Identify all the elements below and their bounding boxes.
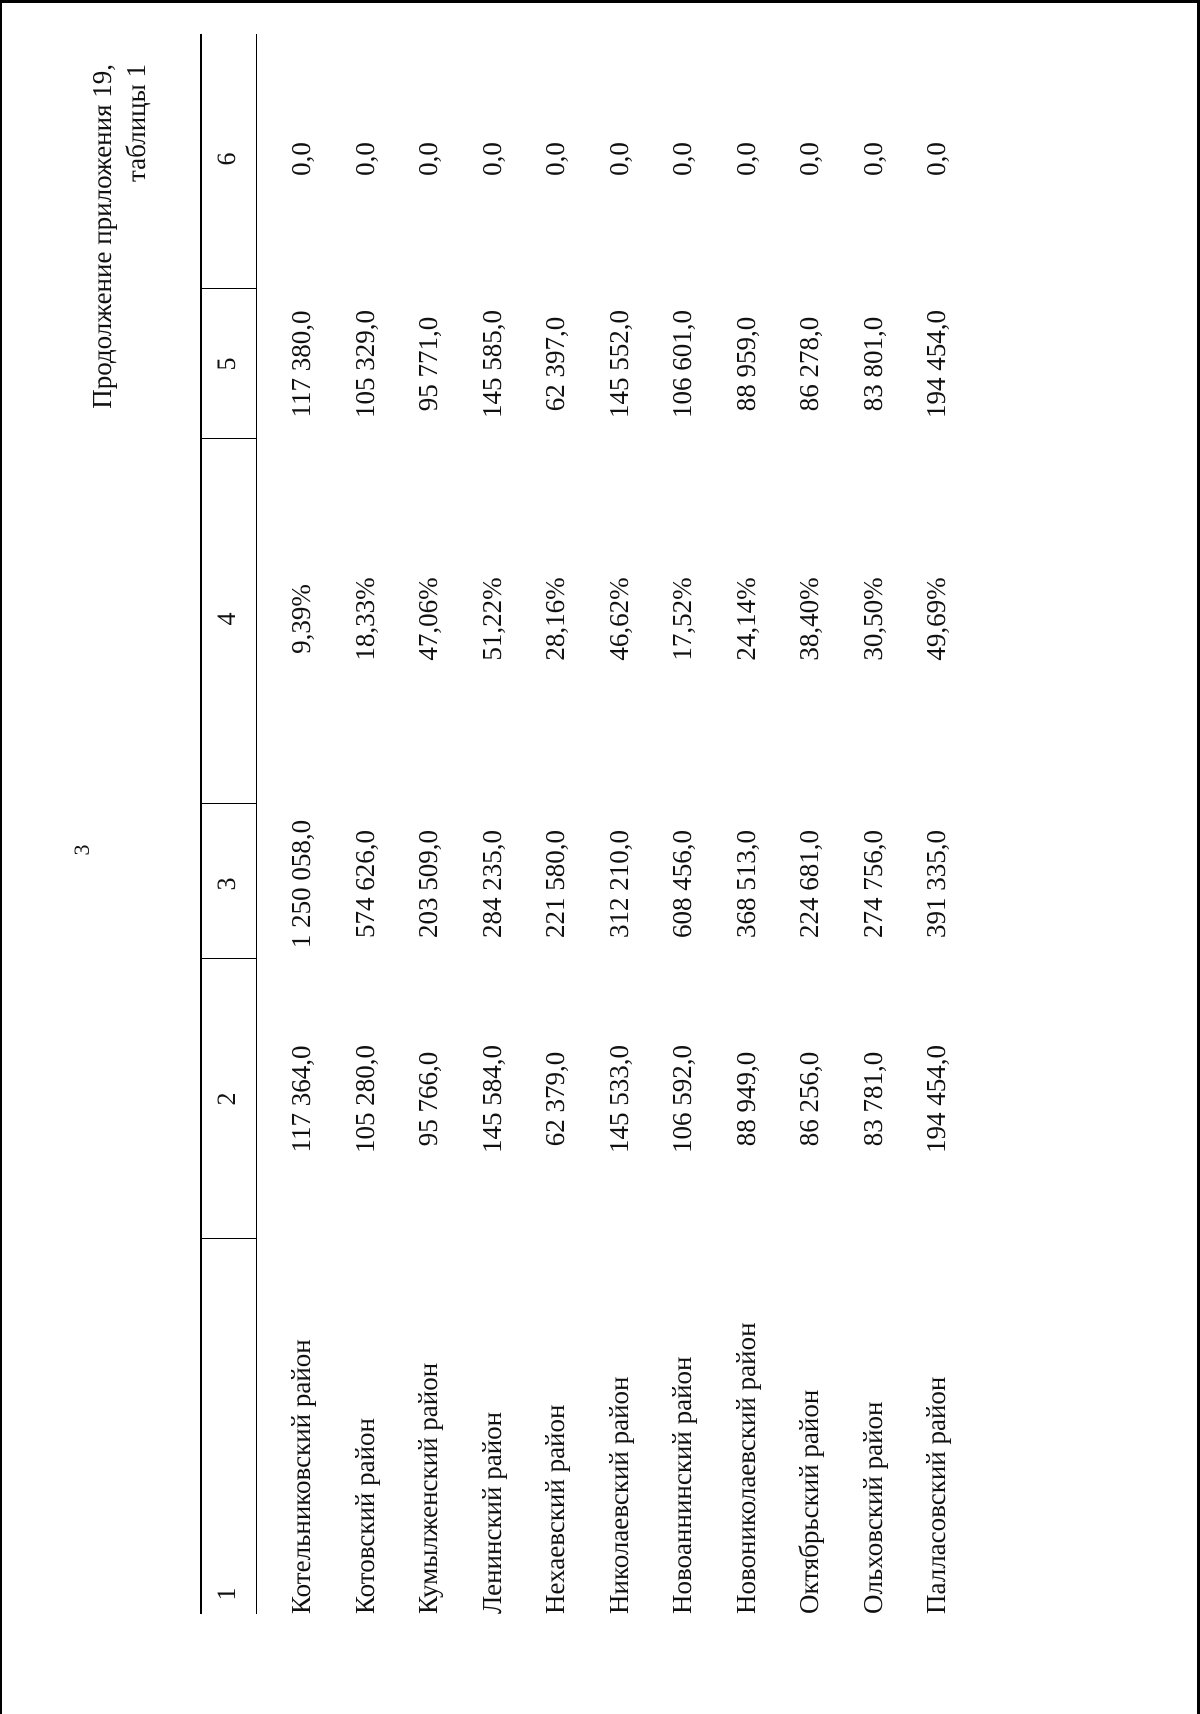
row-cell-col-2: 145 533,0	[603, 1045, 634, 1153]
row-cell-col-5: 145 585,0	[476, 310, 507, 418]
row-cell-col-6: 0,0	[667, 142, 697, 176]
row-district-name: Октябрьский район	[794, 1389, 824, 1614]
row-district-name: Нехаевский район	[540, 1404, 570, 1614]
row-cell-col-6: 0,0	[921, 142, 951, 176]
row-cell-col-5: 145 552,0	[603, 310, 634, 418]
row-cell-col-5: 83 801,0	[857, 316, 888, 412]
row-cell-col-2: 95 766,0	[413, 1051, 443, 1147]
table-top-rule	[200, 34, 202, 1614]
row-district-name: Ленинский район	[476, 1411, 507, 1614]
column-separator	[200, 958, 257, 959]
row-cell-col-5: 88 959,0	[730, 316, 761, 412]
row-cell-col-2: 106 592,0	[667, 1045, 697, 1153]
column-header-5: 5	[212, 357, 241, 371]
row-cell-col-3: 224 681,0	[794, 830, 824, 938]
row-cell-col-6: 0,0	[857, 142, 888, 176]
column-header-1: 1	[212, 1587, 241, 1601]
row-cell-col-4: 47,06%	[413, 577, 443, 661]
row-cell-col-2: 105 280,0	[349, 1045, 380, 1153]
row-cell-col-4: 46,62%	[603, 577, 634, 661]
row-cell-col-4: 51,22%	[476, 577, 507, 661]
row-district-name: Котовский район	[349, 1418, 380, 1614]
row-cell-col-6: 0,0	[540, 142, 570, 176]
row-cell-col-2: 86 256,0	[794, 1051, 824, 1147]
column-header-6: 6	[212, 152, 241, 166]
table-caption	[85, 64, 153, 564]
row-cell-col-3: 284 235,0	[476, 830, 507, 938]
row-district-name: Кумылженский район	[413, 1362, 443, 1614]
row-cell-col-3: 203 509,0	[413, 830, 443, 938]
column-separator	[200, 1238, 257, 1239]
row-cell-col-2: 88 949,0	[730, 1051, 761, 1147]
row-cell-col-6: 0,0	[286, 142, 316, 176]
row-district-name: Котельниковский район	[286, 1339, 316, 1614]
table-row	[731, 34, 795, 1614]
row-district-name: Новониколаевский район	[730, 1322, 761, 1614]
page-number: 3	[69, 844, 94, 856]
row-cell-col-3: 391 335,0	[921, 830, 951, 938]
table-row	[858, 34, 922, 1614]
row-cell-col-4: 49,69%	[921, 577, 951, 661]
caption-line-2: таблицы 1	[121, 64, 151, 182]
row-cell-col-4: 28,16%	[540, 577, 570, 661]
table-row	[477, 34, 541, 1614]
row-cell-col-3: 574 626,0	[349, 830, 380, 938]
row-cell-col-4: 30,50%	[857, 577, 888, 661]
row-cell-col-2: 145 584,0	[476, 1045, 507, 1153]
caption-line-1: Продолжение приложения 19,	[87, 64, 117, 409]
row-cell-col-3: 608 456,0	[667, 830, 697, 938]
table-row	[921, 34, 985, 1614]
row-cell-col-3: 274 756,0	[857, 830, 888, 938]
row-cell-col-2: 83 781,0	[857, 1051, 888, 1147]
table-body	[286, 34, 985, 1614]
row-cell-col-2: 194 454,0	[921, 1045, 951, 1153]
table-row	[540, 34, 604, 1614]
row-cell-col-4: 17,52%	[667, 577, 697, 661]
row-district-name: Новоаннинский район	[667, 1356, 697, 1614]
column-header-2: 2	[212, 1092, 241, 1106]
row-cell-col-6: 0,0	[730, 142, 761, 176]
row-cell-col-4: 38,40%	[794, 577, 824, 661]
data-table	[200, 34, 1040, 1614]
row-district-name: Николаевский район	[603, 1376, 634, 1614]
row-cell-col-5: 86 278,0	[794, 316, 824, 412]
column-header-4: 4	[212, 612, 241, 626]
row-cell-col-6: 0,0	[794, 142, 824, 176]
row-cell-col-5: 95 771,0	[413, 316, 443, 412]
table-header-rule	[256, 34, 257, 1614]
row-cell-col-3: 1 250 058,0	[286, 819, 316, 949]
table-row	[286, 34, 350, 1614]
column-separator	[200, 438, 257, 439]
column-separator	[200, 803, 257, 804]
row-cell-col-5: 105 329,0	[349, 310, 380, 418]
row-cell-col-6: 0,0	[603, 142, 634, 176]
table-row	[604, 34, 668, 1614]
column-separator	[200, 288, 257, 289]
table-row	[350, 34, 414, 1614]
row-cell-col-5: 62 397,0	[540, 316, 570, 412]
table-row	[794, 34, 858, 1614]
row-cell-col-5: 106 601,0	[667, 310, 697, 418]
row-cell-col-4: 24,14%	[730, 577, 761, 661]
row-cell-col-6: 0,0	[476, 142, 507, 176]
row-cell-col-3: 368 513,0	[730, 830, 761, 938]
row-cell-col-2: 117 364,0	[286, 1045, 316, 1153]
row-cell-col-5: 117 380,0	[286, 310, 316, 418]
table-row	[667, 34, 731, 1614]
row-cell-col-3: 312 210,0	[603, 830, 634, 938]
row-cell-col-6: 0,0	[349, 142, 380, 176]
table-row	[413, 34, 477, 1614]
row-cell-col-5: 194 454,0	[921, 310, 951, 418]
row-cell-col-2: 62 379,0	[540, 1051, 570, 1147]
row-cell-col-3: 221 580,0	[540, 830, 570, 938]
row-cell-col-4: 18,33%	[349, 577, 380, 661]
row-cell-col-4: 9,39%	[286, 584, 316, 654]
row-cell-col-6: 0,0	[413, 142, 443, 176]
row-district-name: Палласовский район	[921, 1376, 951, 1614]
column-header-3: 3	[212, 877, 241, 891]
row-district-name: Ольховский район	[857, 1401, 888, 1614]
